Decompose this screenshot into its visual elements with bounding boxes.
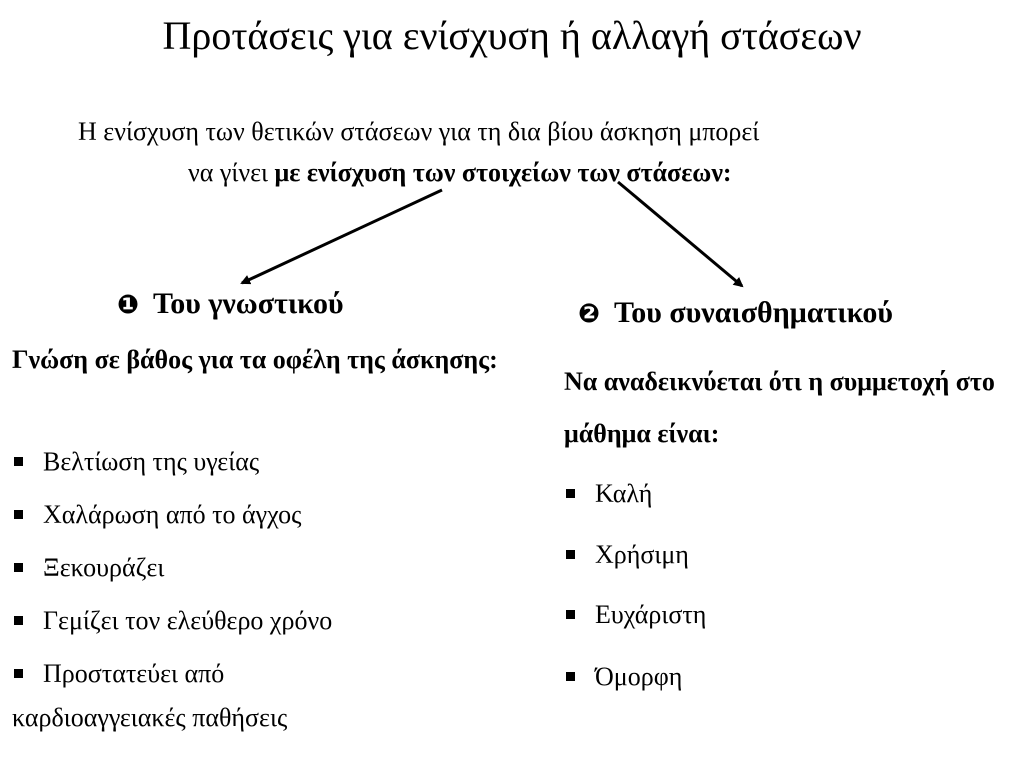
square-bullet-icon	[14, 616, 23, 625]
number-two-icon: ❷	[578, 299, 601, 329]
number-one-icon: ❶	[117, 290, 140, 320]
list-item: Γεμίζει τον ελεύθερο χρόνο	[14, 601, 332, 641]
cognitive-heading	[117, 284, 344, 325]
list-item: Ξεκουράζει	[14, 548, 164, 588]
intro-line-2-prefix: να γίνει	[188, 158, 275, 187]
square-bullet-icon	[14, 457, 23, 466]
list-item: Βελτίωση της υγείας	[14, 442, 259, 482]
list-item: Προστατεύει από καρδιοαγγειακές παθήσεις	[12, 659, 288, 732]
list-item: Χρήσιμη	[566, 535, 689, 575]
arrow-right	[618, 182, 742, 286]
page-title: Προτάσεις για ενίσχυση ή αλλαγή στάσεων	[162, 13, 862, 58]
square-bullet-icon	[566, 550, 575, 559]
emotional-heading-text: Του συναισθηματικού	[614, 296, 893, 329]
emotional-subheading: Να αναδεικνύεται ότι η συμμετοχή στο μάθημα είναι:	[564, 367, 995, 448]
arrow-left	[242, 190, 442, 283]
cognitive-subheading: Γνώση σε βάθος για τα οφέλη της άσκησης:	[12, 345, 498, 374]
square-bullet-icon	[14, 563, 23, 572]
cognitive-heading-text: Του γνωστικού	[153, 287, 344, 320]
square-bullet-icon	[566, 489, 575, 498]
list-item: Χαλάρωση από το άγχος	[14, 495, 301, 535]
list-item: Όμορφη	[566, 657, 682, 697]
emotional-heading	[578, 293, 893, 334]
square-bullet-icon	[14, 510, 23, 519]
square-bullet-icon	[566, 672, 575, 681]
intro-line-1: Η ενίσχυση των θετικών στάσεων για τη δια βίου άσκηση μπορεί	[78, 117, 760, 146]
square-bullet-icon	[14, 669, 23, 678]
intro-line-2-bold: με ενίσχυση των στοιχείων των στάσεων:	[274, 158, 732, 187]
square-bullet-icon	[566, 610, 575, 619]
list-item: Ευχάριστη	[566, 595, 706, 635]
list-item: Καλή	[566, 474, 652, 514]
